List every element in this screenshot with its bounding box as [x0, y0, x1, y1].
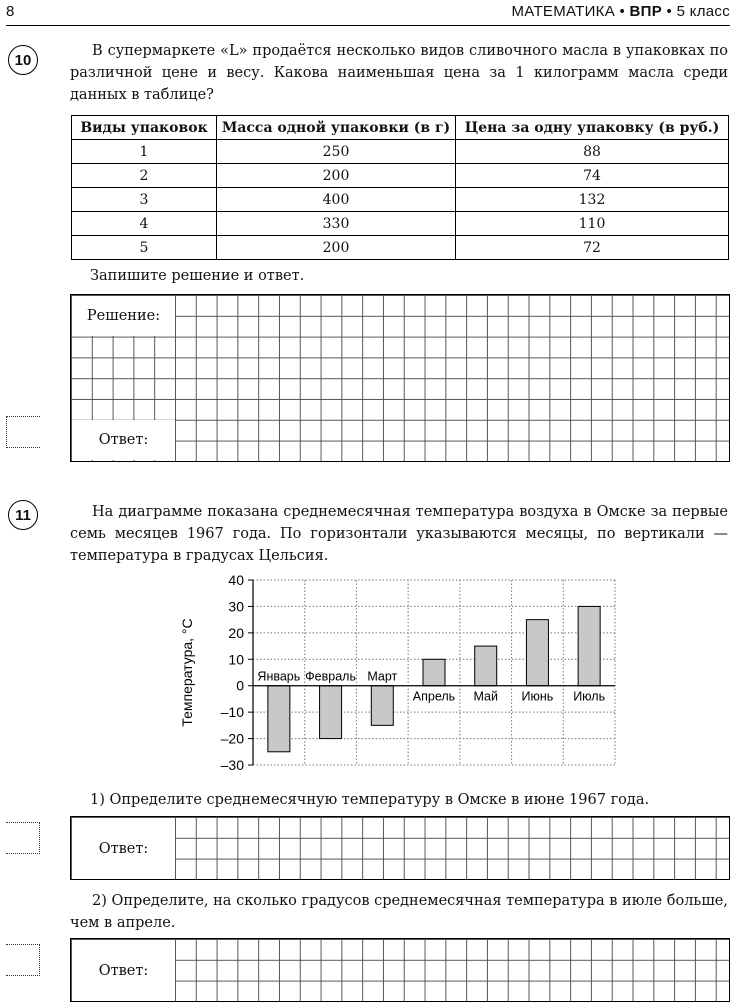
solution-label: Решение: [72, 296, 175, 336]
solution-grid[interactable] [70, 294, 730, 462]
table-row [72, 140, 729, 164]
table-cell: 88 [456, 140, 729, 164]
score-box-11-2 [6, 944, 40, 976]
x-tick-label: Июль [573, 689, 606, 704]
y-tick-label: –20 [220, 730, 244, 747]
y-axis-label: Температура, °С [179, 618, 195, 727]
task-number-10: 10 [8, 45, 38, 75]
answer-grid-1[interactable] [70, 816, 730, 880]
y-tick-label: 0 [236, 677, 244, 694]
x-tick-label: Март [367, 669, 398, 684]
table-row [72, 164, 729, 188]
y-tick-label: 40 [228, 572, 244, 588]
x-tick-label: Апрель [412, 689, 456, 704]
table-header: Масса одной упаковки (в г) [217, 116, 456, 140]
score-box-11-1 [6, 822, 40, 854]
table-cell: 110 [456, 212, 729, 236]
y-tick-label: 30 [228, 598, 244, 615]
chart-root [179, 572, 615, 773]
table-cell: 200 [217, 236, 456, 260]
answer-grid-2[interactable] [70, 938, 730, 1002]
bar [423, 659, 445, 685]
bar [371, 686, 393, 726]
page-header [6, 3, 730, 26]
bar [578, 606, 600, 685]
y-tick-label: –10 [220, 704, 244, 721]
bar [268, 686, 290, 752]
y-tick-label: 10 [228, 651, 244, 668]
x-tick-label: Июнь [521, 689, 554, 704]
task10-instruction: Запишите решение и ответ. [90, 268, 305, 284]
exam-label: ВПР [629, 3, 663, 20]
table-row [72, 236, 729, 260]
table-cell: 400 [217, 188, 456, 212]
subject-label: МАТЕМАТИКА [511, 3, 616, 20]
y-tick-label: 20 [228, 624, 244, 641]
table-cell: 72 [456, 236, 729, 260]
task11-text: На диаграмме показана среднемесячная температура воздуха в Омске за первые семь месяцев 1967 года. По горизонтали указываются месяцы, по вертикали — температура в градусах Цельсия. [70, 504, 728, 564]
bar [526, 620, 548, 686]
table-cell: 330 [217, 212, 456, 236]
x-tick-label: Февраль [305, 669, 356, 684]
task-number-11: 11 [8, 500, 38, 530]
table-header: Цена за одну упаковку (в руб.) [456, 116, 729, 140]
table-cell: 5 [72, 236, 217, 260]
task10-text: В супермаркете «L» продаётся несколько видов сливочного масла в упаковках по различной цене и весу. Какова наименьшая цена за 1 килограмм масла среди данных в таблице? [70, 43, 728, 103]
table-cell: 132 [456, 188, 729, 212]
q2-text: 2) Определите, на сколько градусов среднемесячная температура в июле больше, чем в апреле. [70, 893, 728, 931]
table-header-row [72, 116, 729, 140]
table-row [72, 212, 729, 236]
table-cell: 2 [72, 164, 217, 188]
page-number: 8 [6, 3, 15, 20]
table-cell: 4 [72, 212, 217, 236]
grade-label: 5 класс [676, 3, 730, 20]
butter-table [71, 115, 729, 260]
temperature-chart [170, 568, 630, 778]
table-cell: 200 [217, 164, 456, 188]
table-cell: 250 [217, 140, 456, 164]
answer-label: Ответ: [72, 818, 175, 879]
table-header: Виды упаковок [72, 116, 217, 140]
bar [475, 646, 497, 686]
score-box-10 [6, 416, 40, 448]
answer-label: Ответ: [72, 420, 175, 460]
header-title: МАТЕМАТИКА • ВПР • 5 класс [511, 3, 730, 20]
table-row [72, 188, 729, 212]
table-cell: 3 [72, 188, 217, 212]
table-cell: 1 [72, 140, 217, 164]
bar [320, 686, 342, 739]
answer-label: Ответ: [72, 940, 175, 1001]
x-tick-label: Январь [257, 669, 301, 684]
y-tick-label: –30 [220, 757, 244, 773]
table-cell: 74 [456, 164, 729, 188]
x-tick-label: Май [473, 689, 498, 704]
q1-text: 1) Определите среднемесячную температуру в Омске в июне 1967 года. [90, 792, 650, 808]
